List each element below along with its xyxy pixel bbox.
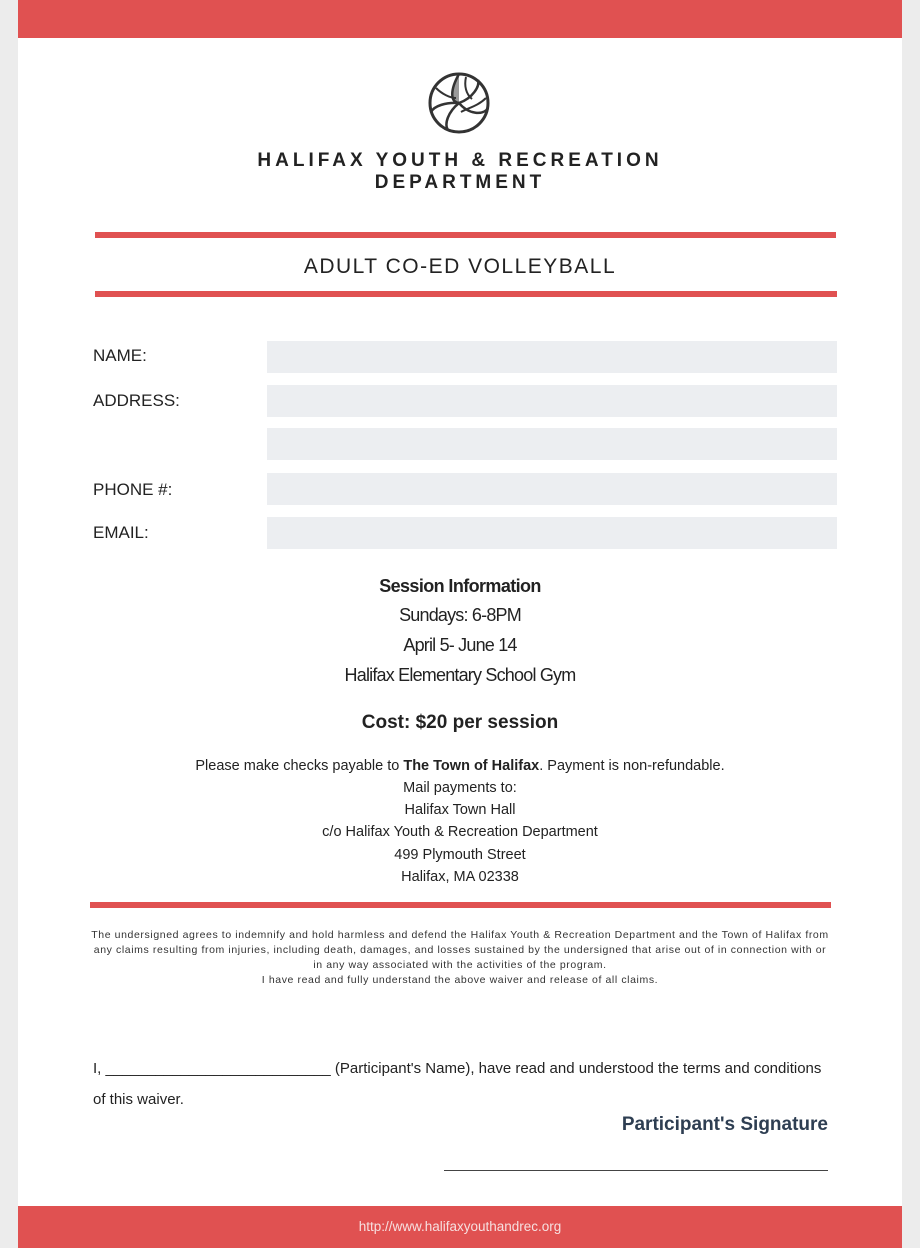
phone-field[interactable] <box>267 473 837 505</box>
name-field[interactable] <box>267 341 837 373</box>
organization-title-line1: HALIFAX YOUTH & RECREATION <box>257 150 663 171</box>
payment-instruction-prefix: Please make checks payable to <box>195 758 404 774</box>
name-label: NAME: <box>93 346 147 365</box>
payment-instruction <box>18 758 902 774</box>
mail-address-line: Halifax, MA 02338 <box>401 869 519 885</box>
signature-label: Participant's Signature <box>621 1114 828 1135</box>
bottom-color-band <box>18 1206 902 1248</box>
waiver-divider-rule <box>90 902 831 908</box>
program-title: ADULT CO-ED VOLLEYBALL <box>303 255 617 278</box>
waiver-paragraph: The undersigned agrees to indemnify and hold harmless and defend the Halifax Youth & Recreation Department and the Town of Halifax from any claims resulting from injuries, including death, damages, and losses sustained by the undersigned that arise out of in connection with or in any way associated with the activities of the program. <box>91 929 829 971</box>
mail-address-line: Halifax Town Hall <box>404 802 516 818</box>
payee-name: The Town of Halifax <box>403 758 540 774</box>
session-location: Halifax Elementary School Gym <box>344 665 576 685</box>
top-color-band <box>18 0 902 38</box>
signature-line[interactable] <box>444 1170 828 1171</box>
payment-instruction-suffix: . Payment is non-refundable. <box>539 758 725 774</box>
session-heading: Session Information <box>379 576 541 596</box>
email-field[interactable] <box>267 517 837 549</box>
address-label: ADDRESS: <box>93 391 180 410</box>
title-bottom-rule <box>95 291 837 297</box>
waiver-text <box>88 928 832 988</box>
address-field-line2[interactable] <box>267 428 837 460</box>
acknowledgement-line2: of this waiver. <box>93 1091 184 1108</box>
mail-payments-label: Mail payments to: <box>403 780 517 796</box>
session-dates: April 5- June 14 <box>403 635 517 655</box>
website-link[interactable]: http://www.halifaxyouthandrec.org <box>358 1219 562 1234</box>
session-day-time: Sundays: 6-8PM <box>399 605 521 625</box>
session-cost: Cost: $20 per session <box>361 712 559 733</box>
waiver-acknowledgement: I have read and fully understand the above waiver and release of all claims. <box>261 974 659 986</box>
title-top-rule <box>95 232 836 238</box>
volleyball-icon <box>428 72 490 134</box>
acknowledgement-line1: I, ___________________________ (Participant's Name), have read and understood the terms and conditions <box>93 1060 822 1077</box>
mail-address-line: c/o Halifax Youth & Recreation Department <box>322 824 598 840</box>
email-label: EMAIL: <box>93 523 149 542</box>
address-field-line1[interactable] <box>267 385 837 417</box>
organization-title <box>18 150 902 194</box>
mail-address-line: 499 Plymouth Street <box>394 847 526 863</box>
registration-form-page <box>18 0 902 1248</box>
phone-label: PHONE #: <box>93 480 173 499</box>
organization-title-line2: DEPARTMENT <box>374 172 546 193</box>
